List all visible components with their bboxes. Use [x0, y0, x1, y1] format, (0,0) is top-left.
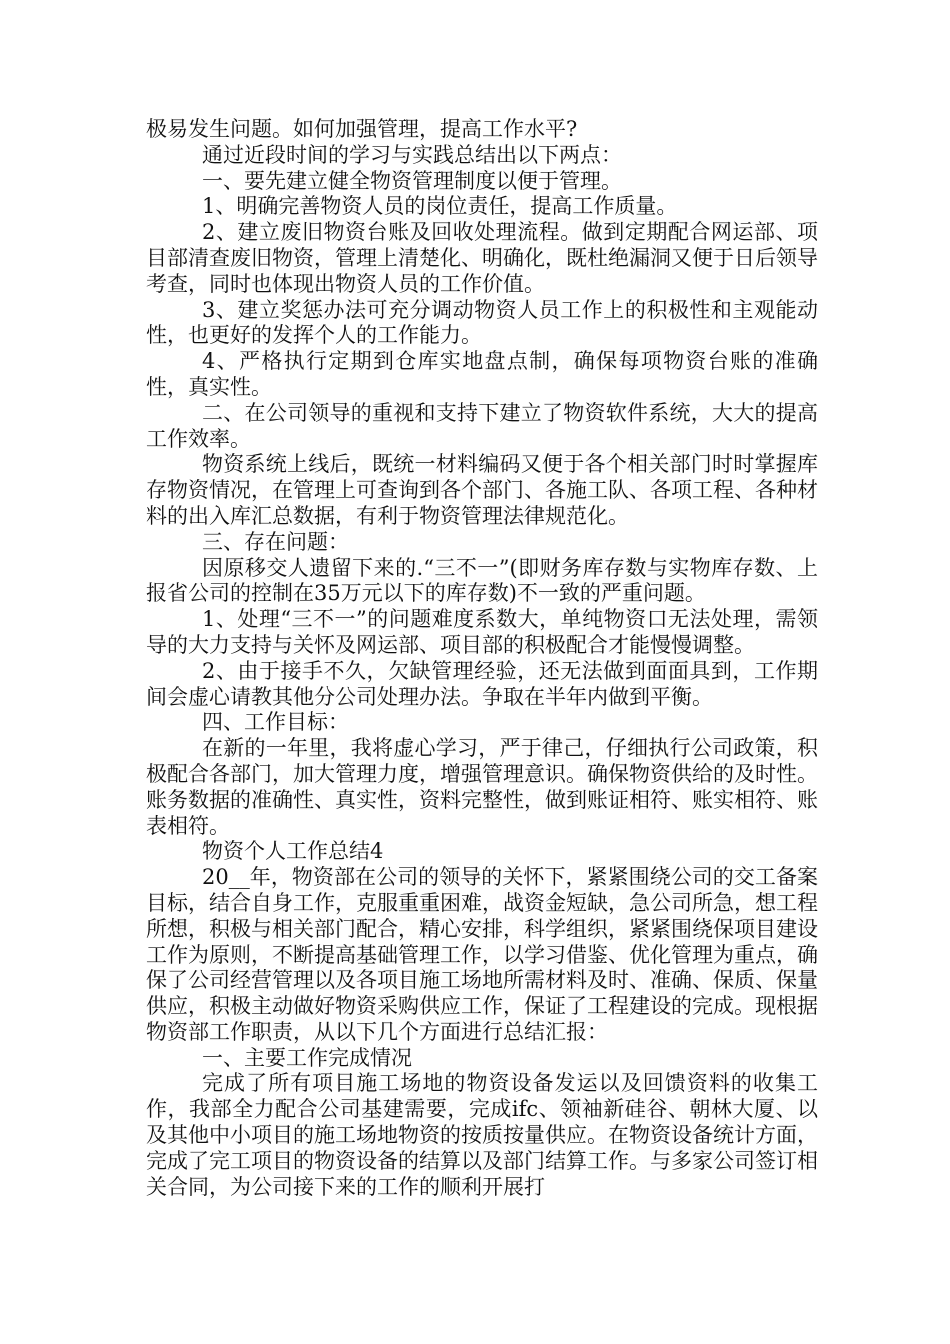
section-heading: 一、要先建立健全物资管理制度以便于管理。 [202, 168, 622, 193]
paragraph: 1、处理“三不一”的问题难度系数大，单纯物资口无法处理，需领导的大力支持与关怀及网运部、项目部的积极配合才能慢慢调整。 [146, 607, 818, 657]
document-subtitle: 物资个人工作总结4 [202, 839, 384, 864]
paragraph: 20__年，物资部在公司的领导的关怀下，紧紧围绕公司的交工备案目标，结合自身工作，克服重重困难，战资金短缺，急公司所急，想工程所想，积极与相关部门配合，精心安排，科学组织，紧紧围绕保项目建设工作为原则，不断提高基础管理工作，以学习借鉴、优化管理为重点，确保了公司经营管理以及各项目施工场地所需材料及时、准确、保质、保量供应，积极主动做好物资采购供应工作，保证了工程建设的完成。现根据物资部工作职责，从以下几个方面进行总结汇报： [146, 865, 818, 1044]
paragraph: 物资系统上线后，既统一材料编码又便于各个相关部门时时掌握库存物资情况，在管理上可查询到各个部门、各施工队、各项工程、各种材料的出入库汇总数据，有利于物资管理法律规范化。 [146, 452, 818, 528]
section-heading: 四、工作目标： [202, 710, 349, 735]
paragraph: 完成了所有项目施工场地的物资设备发运以及回馈资料的收集工作，我部全力配合公司基建需要，完成ifc、领袖新硅谷、朝林大厦、以及其他中小项目的施工场地物资的按质按量供应。在物资设备统计方面，完成了完工项目的物资设备的结算以及部门结算工作。与多家公司签订相关合同，为公司接下来的工作的顺利开展打 [146, 1071, 818, 1199]
paragraph: 极易发生问题。如何加强管理，提高工作水平? [146, 117, 578, 141]
paragraph: 3、建立奖惩办法可充分调动物资人员工作上的积极性和主观能动性，也更好的发挥个人的工作能力。 [146, 297, 818, 348]
paragraph: 2、由于接手不久，欠缺管理经验，还无法做到面面具到，工作期间会虚心请教其他分公司处理办法。争取在半年内做到平衡。 [146, 658, 818, 709]
section-heading: 二、在公司领导的重视和支持下建立了物资软件系统，大大的提高工作效率。 [146, 400, 818, 451]
paragraph: 4、严格执行定期到仓库实地盘点制，确保每项物资台账的准确性，真实性。 [146, 349, 818, 399]
paragraph: 通过近段时间的学习与实践总结出以下两点： [202, 142, 622, 167]
paragraph: 2、建立废旧物资台账及回收处理流程。做到定期配合网运部、项目部清查废旧物资，管理上清楚化、明确化，既杜绝漏洞又便于日后领导考查，同时也体现出物资人员的工作价值。 [146, 220, 818, 296]
paragraph: 因原移交人遗留下来的.“三不一”(即财务库存数与实物库存数、上报省公司的控制在35万元以下的库存数)不一致的严重问题。 [146, 555, 818, 606]
paragraph: 在新的一年里，我将虚心学习，严于律己，仔细执行公司政策，积极配合各部门，加大管理力度，增强管理意识。确保物资供给的及时性。账务数据的准确性、真实性，资料完整性，做到账证相符、账实相符、账表相符。 [146, 736, 818, 838]
document-body [146, 117, 818, 1200]
section-heading: 一、主要工作完成情况 [202, 1045, 412, 1070]
paragraph: 1、明确完善物资人员的岗位责任，提高工作质量。 [202, 194, 678, 219]
section-heading: 三、存在问题： [202, 529, 349, 554]
